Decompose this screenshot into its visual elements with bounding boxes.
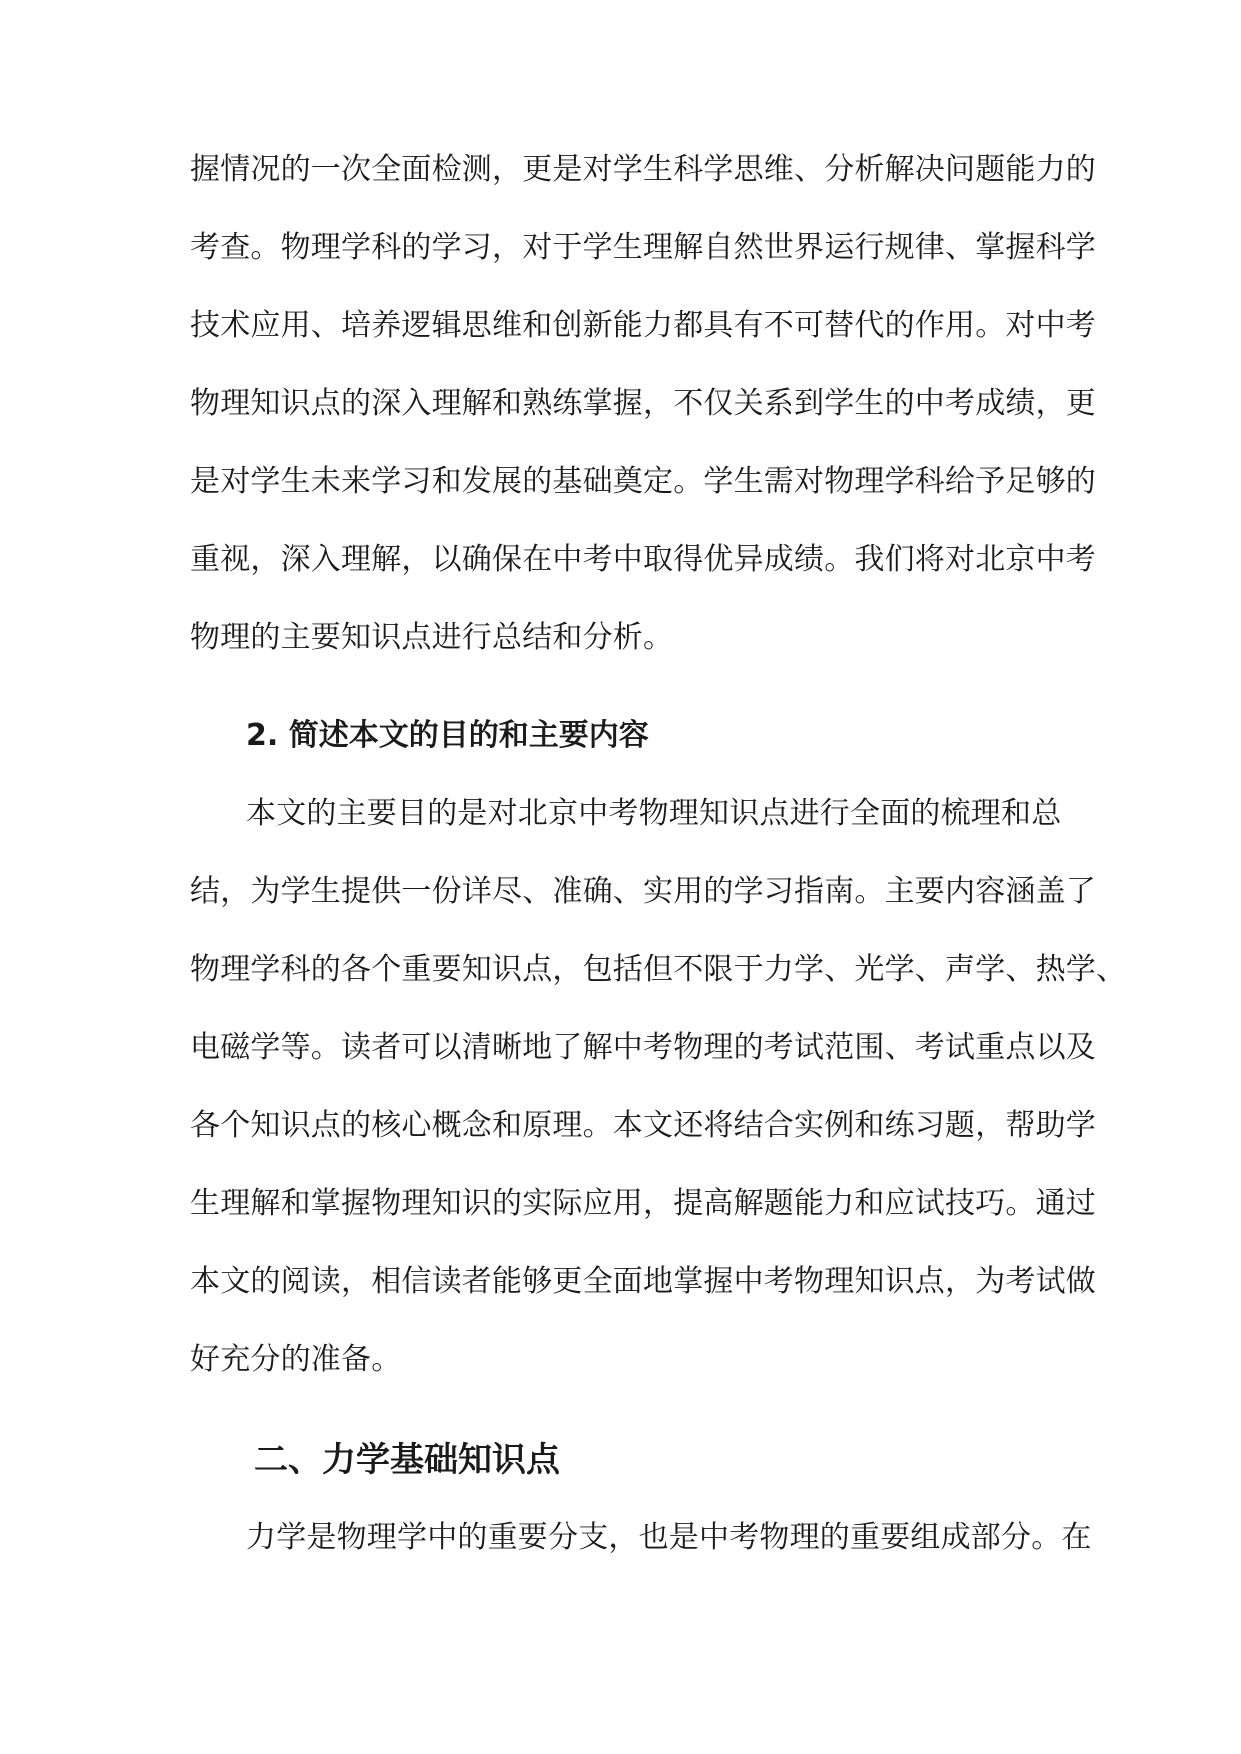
paragraph-line: 握情况的一次全面检测，更是对学生科学思维、分析解决问题能力的 [190,152,1096,187]
paragraph-line: 结，为学生提供一份详尽、准确、实用的学习指南。主要内容涵盖了 [190,874,1096,909]
paragraph-line: 重视，深入理解，以确保在中考中取得优异成绩。我们将对北京中考 [190,542,1096,577]
paragraph-line: 本文的主要目的是对北京中考物理知识点进行全面的梳理和总 [246,796,1062,831]
paragraph-line: 电磁学等。读者可以清晰地了解中考物理的考试范围、考试重点以及 [190,1030,1096,1065]
paragraph-line: 物理知识点的深入理解和熟练掌握，不仅关系到学生的中考成绩，更 [190,386,1096,421]
paragraph-line: 是对学生未来学习和发展的基础奠定。学生需对物理学科给予足够的 [190,464,1096,499]
section-heading: 二、力学基础知识点 [254,1440,560,1480]
paragraph-line: 物理的主要知识点进行总结和分析。 [190,620,674,655]
paragraph-line: 物理学科的各个重要知识点，包括但不限于力学、光学、声学、热学、 [190,952,1127,987]
paragraph-line: 各个知识点的核心概念和原理。本文还将结合实例和练习题，帮助学 [190,1108,1096,1143]
paragraph-line: 技术应用、培养逻辑思维和创新能力都具有不可替代的作用。对中考 [190,308,1096,343]
section-subheading: 2. 简述本文的目的和主要内容 [246,718,649,753]
paragraph-line: 好充分的准备。 [190,1342,402,1377]
paragraph-line: 力学是物理学中的重要分支，也是中考物理的重要组成部分。在 [246,1520,1092,1555]
paragraph-line: 考查。物理学科的学习，对于学生理解自然世界运行规律、掌握科学 [190,230,1096,265]
paragraph-line: 生理解和掌握物理知识的实际应用，提高解题能力和应试技巧。通过 [190,1186,1096,1221]
paragraph-line: 本文的阅读，相信读者能够更全面地掌握中考物理知识点，为考试做 [190,1264,1096,1299]
